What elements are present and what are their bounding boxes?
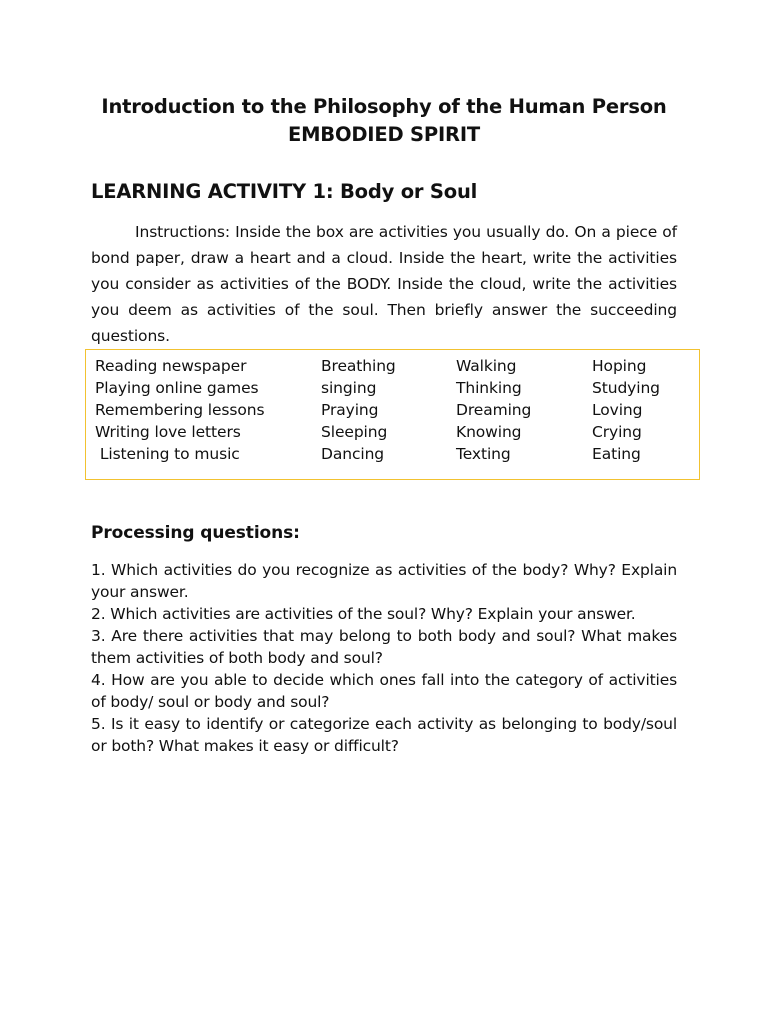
activity-item: Breathing	[321, 357, 396, 375]
document-subtitle: EMBODIED SPIRIT	[287, 123, 481, 146]
activity-item: Playing online games	[95, 379, 259, 397]
activity-item: Hoping	[592, 357, 647, 375]
processing-questions-heading: Processing questions:	[91, 523, 300, 543]
activity-item: singing	[321, 379, 377, 397]
activity-item: Listening to music	[95, 445, 240, 463]
question-item: 3. Are there activities that may belong to both body and soul? What makes them activities of both body and soul?	[91, 627, 677, 667]
activity-item: Studying	[592, 379, 660, 397]
activity-item: Writing love letters	[95, 423, 241, 441]
question-item: 4. How are you able to decide which ones fall into the category of activities of body/ soul or body and soul?	[91, 671, 677, 711]
activity-item: Praying	[321, 401, 379, 419]
instructions-paragraph: Instructions: Inside the box are activities you usually do. On a piece of bond paper, draw a heart and a cloud. Inside the heart, write the activities you consider as activities of the BODY. Inside the cloud, write the activities you deem as activities of the soul. Then briefly answer the succeeding questions.	[91, 223, 677, 345]
activity-item: Remembering lessons	[95, 401, 265, 419]
document-title: Introduction to the Philosophy of the Human Person	[101, 95, 667, 118]
activity-box	[85, 349, 700, 480]
activity-item: Dreaming	[456, 401, 532, 419]
activity-item: Eating	[592, 445, 641, 463]
activity-heading: LEARNING ACTIVITY 1: Body or Soul	[91, 180, 478, 203]
activity-column	[456, 355, 531, 465]
question-item: 1. Which activities do you recognize as activities of the body? Why? Explain your answer.	[91, 561, 677, 601]
activity-column	[321, 355, 396, 465]
processing-questions-list	[91, 559, 677, 757]
activity-item: Dancing	[321, 445, 385, 463]
activity-item: Walking	[456, 357, 517, 375]
activity-column	[95, 355, 264, 465]
activity-item: Knowing	[456, 423, 522, 441]
activity-item: Thinking	[456, 379, 522, 397]
activity-item: Loving	[592, 401, 643, 419]
activity-item: Texting	[456, 445, 511, 463]
activity-item: Crying	[592, 423, 642, 441]
activity-item: Reading newspaper	[95, 357, 247, 375]
activity-column	[592, 355, 660, 465]
question-item: 5. Is it easy to identify or categorize each activity as belonging to body/soul or both? What makes it easy or difficult?	[91, 715, 677, 755]
question-item: 2. Which activities are activities of the soul? Why? Explain your answer.	[91, 605, 636, 623]
activity-item: Sleeping	[321, 423, 388, 441]
